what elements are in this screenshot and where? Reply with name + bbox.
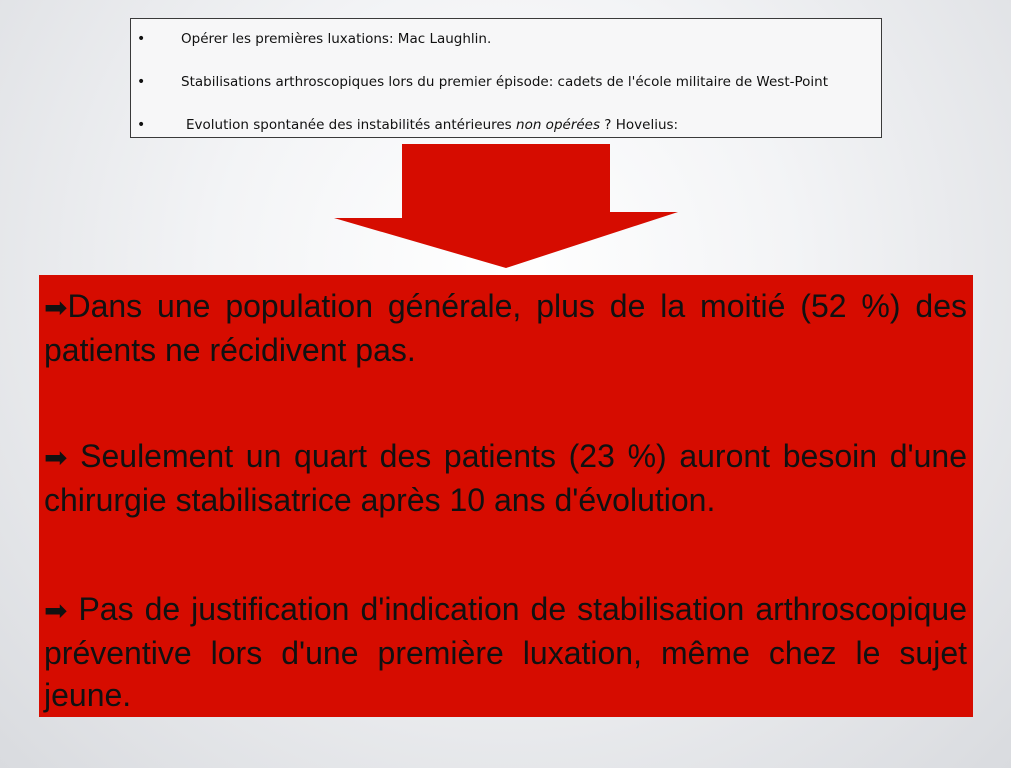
conclusion-paragraph-3 bbox=[44, 588, 967, 716]
down-arrow-shape bbox=[334, 144, 678, 268]
bullet-text: Stabilisations arthroscopiques lors du premier épisode: cadets de l'école militaire de West-Point bbox=[181, 74, 829, 90]
right-arrow-icon: ➡ bbox=[44, 595, 68, 626]
bullet-dot-icon: • bbox=[137, 31, 146, 47]
conclusion-text: Pas de justification d'indication de stabilisation arthroscopique préventive lors d'une première luxation, même chez le sujet jeune. bbox=[44, 591, 967, 713]
down-arrow-icon bbox=[334, 144, 678, 268]
bullet-text: Opérer les premières luxations: Mac Laughlin. bbox=[181, 31, 492, 47]
bullet-dot-icon: • bbox=[137, 117, 146, 133]
conclusion-paragraph-1 bbox=[44, 285, 967, 371]
bullet-item-2 bbox=[131, 74, 881, 94]
bullet-dot-icon: • bbox=[137, 74, 146, 90]
context-bullet-box bbox=[130, 18, 882, 138]
bullet-text-part: ? Hovelius: bbox=[600, 117, 679, 133]
bullet-text bbox=[186, 117, 678, 133]
bullet-item-3 bbox=[131, 117, 881, 137]
conclusion-text: Seulement un quart des patients (23 %) auront besoin d'une chirurgie stabilisatrice après 10 ans d'évolution. bbox=[44, 438, 967, 518]
conclusion-box bbox=[39, 275, 973, 717]
conclusion-text: Dans une population générale, plus de la moitié (52 %) des patients ne récidivent pas. bbox=[44, 288, 967, 368]
right-arrow-icon: ➡ bbox=[44, 292, 68, 323]
right-arrow-icon: ➡ bbox=[44, 442, 68, 473]
bullet-item-1 bbox=[131, 31, 881, 51]
bullet-text-part: Evolution spontanée des instabilités antérieures bbox=[186, 117, 517, 133]
bullet-text-italic: non opérées bbox=[516, 117, 601, 133]
conclusion-paragraph-2 bbox=[44, 435, 967, 521]
